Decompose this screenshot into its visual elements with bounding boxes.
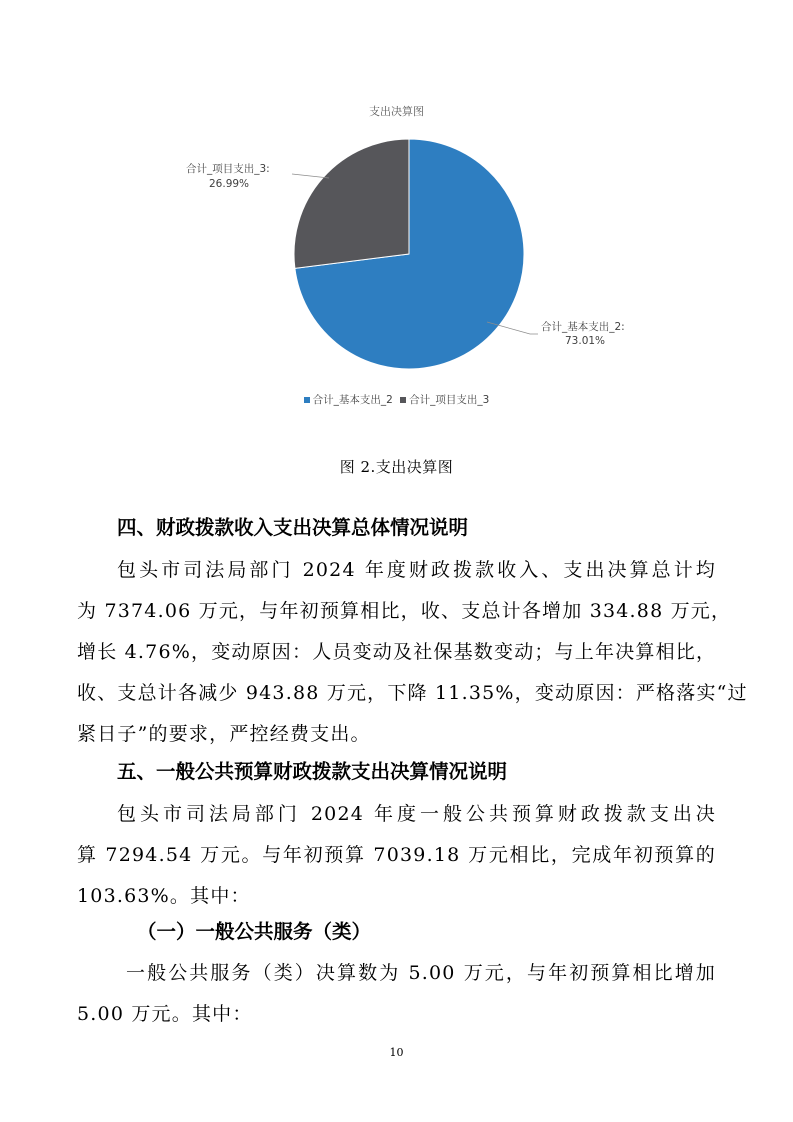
legend-label-project: 合计_项目支出_3 (409, 394, 490, 406)
section-heading-4: 四、财政拨款收入支出决算总体情况说明 (117, 516, 469, 539)
pie-slice-project-expenditure (294, 139, 409, 268)
paragraph-line: 算 7294.54 万元。与年初预算 7039.18 万元相比，完成年初预算的 (77, 844, 716, 866)
section-heading-5: 五、一般公共预算财政拨款支出决算情况说明 (117, 760, 508, 783)
page-number: 10 (389, 1046, 404, 1059)
paragraph-line: 收、支总计各减少 943.88 万元，下降 11.35%，变动原因：严格落实“过 (77, 682, 748, 704)
legend-swatch-project (400, 397, 406, 403)
legend-swatch-basic (304, 397, 310, 403)
paragraph-line: 一般公共服务（类）决算数为 5.00 万元，与年初预算相比增加 (126, 962, 716, 984)
paragraph-line: 5.00 万元。其中： (77, 1003, 253, 1025)
chart-legend (0, 392, 793, 407)
subsection-heading-1: （一）一般公共服务（类） (137, 920, 372, 943)
paragraph-line: 增长 4.76%，变动原因：人员变动及社保基数变动；与上年决算相比， (77, 641, 717, 663)
paragraph-line: 紧日子”的要求，严控经费支出。 (77, 723, 371, 745)
legend-item-basic (304, 392, 393, 407)
slice-label-project-name: 合计_项目支出_3: (186, 163, 270, 175)
pie-chart (0, 0, 793, 440)
slice-label-project-value: 26.99% (209, 178, 250, 190)
paragraph-line: 包头市司法局部门 2024 年度一般公共预算财政拨款支出决 (117, 803, 716, 825)
slice-label-basic-value: 73.01% (565, 335, 606, 347)
leader-line-project (292, 174, 329, 178)
legend-label-basic: 合计_基本支出_2 (312, 394, 393, 406)
figure-caption: 图 2.支出决算图 (339, 458, 454, 476)
paragraph-line: 为 7374.06 万元，与年初预算相比，收、支总计各增加 334.88 万元， (77, 600, 732, 622)
paragraph-line: 103.63%。其中： (77, 885, 251, 907)
slice-label-basic-name: 合计_基本支出_2: (541, 321, 625, 333)
chart-title: 支出决算图 (369, 105, 424, 118)
paragraph-line: 包头市司法局部门 2024 年度财政拨款收入、支出决算总计均 (117, 559, 716, 581)
legend-item-project (400, 392, 489, 407)
